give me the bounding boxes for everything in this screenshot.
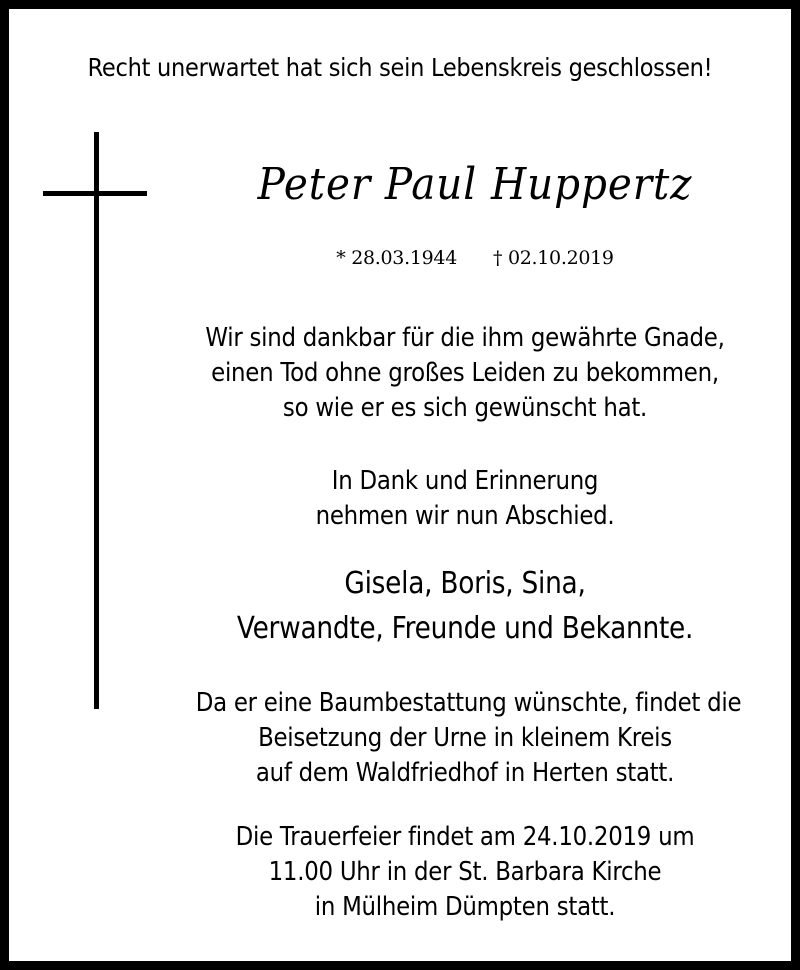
burial-paragraph [195,686,742,791]
text-line: in Mülheim Dümpten statt. [314,892,616,922]
text-line: so wie er es sich gewünscht hat. [282,393,648,423]
farewell-paragraph [196,464,735,534]
text-line: Wir sind dankbar für die ihm gewährte Gnade, [205,323,725,353]
text-line: auf dem Waldfriedhof in Herten statt. [255,758,675,788]
headline: Recht unerwartet hat sich sein Lebenskreis geschlossen! [87,53,713,82]
text-line: Da er eine Baumbestattung wünschte, findet die [195,688,742,718]
text-line: Verwandte, Freunde und Bekannte. [236,611,694,646]
text-line: In Dank und Erinnerung [331,466,599,496]
text-line: Gisela, Boris, Sina, [344,566,586,601]
text-line: Beisetzung der Urne in kleinem Kreis [258,723,672,753]
text-line: 11.00 Uhr in der St. Barbara Kirche [268,857,662,887]
gratitude-paragraph [196,321,735,426]
mourners-paragraph [196,561,735,651]
cross-icon [94,132,99,709]
service-paragraph [196,820,735,925]
deceased-name: Peter Paul Huppertz [257,159,693,210]
death-date: † 02.10.2019 [493,247,614,269]
life-dates [160,247,790,269]
obituary-card [9,9,791,961]
birth-date: * 28.03.1944 [336,247,457,269]
text-line: Die Trauerfeier findet am 24.10.2019 um [235,822,695,852]
text-line: einen Tod ohne großes Leiden zu bekommen, [211,358,719,388]
cross-icon-bar [43,191,147,196]
text-line: nehmen wir nun Abschied. [315,501,615,531]
